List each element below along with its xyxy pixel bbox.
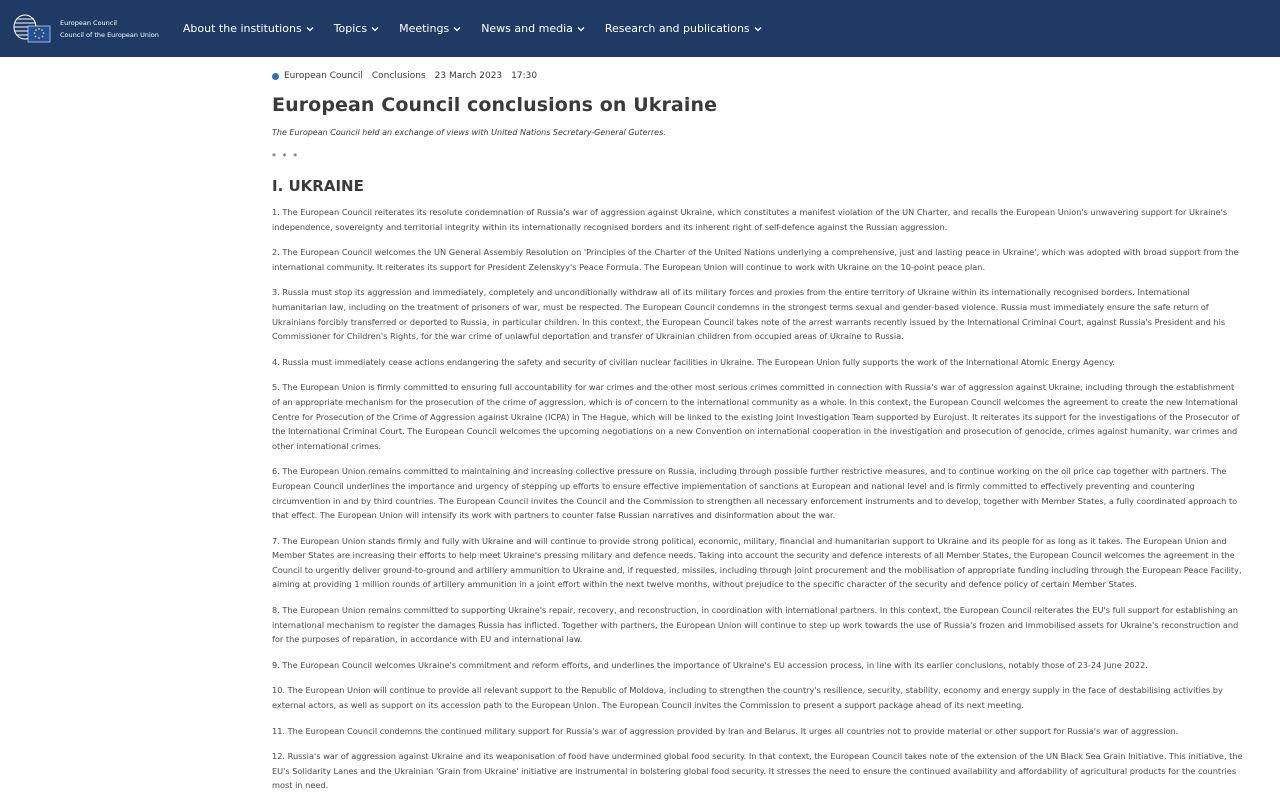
nav-item-news-media[interactable] — [481, 22, 585, 35]
separator-stars: * * * — [272, 152, 300, 161]
nav-item-label: About the institutions — [182, 22, 302, 35]
nav-item-label: Research and publications — [604, 22, 750, 35]
chevron-down-icon — [577, 25, 585, 33]
paragraph-6: 6. The European Union remains committed to maintaining and increasing collective pressure on Russia, including through possible further restrictive measures, and to continue working on the oil price cap together with partners. The European Council underlines the importance and urgency of stepping up efforts to ensure effective implementation of sanctions at European and national level and is firmly committed to effectively preventing and countering circumvention in and by third countries. The European Council invites the Council and the Commission to strengthen all necessary enforcement instruments and to develop, together with Member States, a fully coordinated approach to that effect. The European Union will intensify its work with partners to counter false Russian narratives and disinformation about the war. — [272, 466, 1238, 521]
page-title: European Council conclusions on Ukraine — [272, 94, 718, 116]
nav-item-about-institutions[interactable] — [183, 22, 314, 35]
chevron-down-icon — [306, 25, 314, 33]
chevron-down-icon — [453, 25, 461, 33]
nav-item-label: News and media — [481, 22, 573, 35]
institution-dot-icon — [272, 73, 279, 80]
nav-item-topics[interactable] — [334, 22, 379, 35]
logo-line-1: European Council — [60, 18, 117, 27]
paragraph-5: 5. The European Union is firmly committed to ensuring full accountability for war crimes and the other most serious crimes committed in connection with Russia's war of aggression against Ukraine, including through the establishment of an appropriate mechanism for the prosecution of the crime of aggression, which is of concern to the international community as a whole. In this context, the European Council welcomes the agreement to create the new International Centre for Prosecution of the Crime of Aggression against Ukraine (ICPA) in The Hague, which will be linked to the existing Joint Investigation Team supported by Eurojust. It reiterates its support for the investigations of the Prosecutor of the International Criminal Court. The European Council welcomes the upcoming negotiations on a new Convention on international cooperation in the investigation and prosecution of genocide, crimes against humanity, war crimes and other international crimes. — [272, 382, 1240, 451]
page-subtitle: The European Council held an exchange of views with United Nations Secretary-General Guterres. — [272, 128, 666, 137]
chevron-down-icon — [371, 25, 379, 33]
logo-line-2: Council of the European Union — [60, 30, 159, 39]
logo-emblem-icon — [12, 13, 52, 45]
paragraph-4: 4. Russia must immediately cease actions endangering the safety and security of civilian nuclear facilities in Ukraine. The European Union fully supports the work of the International Atomic Energy Agency. — [272, 356, 1115, 367]
meta-institution[interactable]: European Council — [284, 71, 363, 81]
meta-time: 17:30 — [511, 71, 538, 81]
paragraph-10: 10. The European Union will continue to provide all relevant support to the Republic of Moldova, including to strengthen the country's resilience, security, stability, economy and energy supply in the face of destabilising activities by external actors, as well as support on its accession path to the European Union. The European Council invites the Commission to present a support package ahead of its next meeting. — [272, 685, 1223, 711]
nav-item-label: Topics — [333, 22, 368, 35]
paragraph-2: 2. The European Council welcomes the UN General Assembly Resolution on 'Principles of the Charter of the United Nations underlying a comprehensive, just and lasting peace in Ukraine', which was adopted with broad support from the international community. It reiterates its support for President Zelenskyy's Peace Formula. The European Union will continue to work with Ukraine on the 10-point peace plan. — [272, 247, 1239, 272]
meta-date: 23 March 2023 — [434, 71, 503, 81]
nav-item-research-publications[interactable] — [605, 22, 762, 35]
article-content — [272, 57, 1244, 804]
paragraph-3: 3. Russia must stop its aggression and immediately, completely and unconditionally withdraw all of its military forces and proxies from the entire territory of Ukraine within its internationally recognised borders. International humanitarian law, including on the treatment of prisoners of war, must be respected. The European Council condemns in the strongest terms sexual and gender-based violence. Russia must immediately ensure the safe return of Ukrainians forcibly transferred or deported to Russia, in particular children. In this context, the European Council takes note of the arrest warrants recently issued by the International Criminal Court, against Russia's President and his Commissioner for Children's Rights, for the war crime of unlawful deportation and transfer of Ukrainian children from occupied areas of Ukraine to Russia. — [272, 287, 1226, 342]
paragraph-7: 7. The European Union stands firmly and fully with Ukraine and will continue to provide strong political, economic, military, financial and humanitarian support to Ukraine and its people for as long as it takes. The European Union and Member States are increasing their efforts to help meet Ukraine's pressing military and defence needs. Taking into account the security and defence interests of all Member States, the European Council welcomes the agreement in the Council to urgently deliver ground-to-ground and artillery ammunition to Ukraine and, if requested, missiles, including through joint procurement and the mobilisation of appropriate funding including through the European Peace Facility, aiming at providing 1 million rounds of artillery ammunition in a joint effort within the next twelve months, without prejudice to the specific character of the security and defence policy of certain Member States. — [272, 535, 1242, 590]
nav-item-label: Meetings — [399, 22, 450, 35]
paragraph-list — [272, 205, 1244, 793]
chevron-down-icon — [754, 25, 762, 33]
paragraph-9: 9. The European Council welcomes Ukraine's commitment and reform efforts, and underlines the importance of Ukraine's EU accession process, in line with its earlier conclusions, notably those of 23-24 June 2022. — [272, 659, 1148, 670]
paragraph-8: 8. The European Union remains committed to supporting Ukraine's repair, recovery, and reconstruction, in coordination with international partners. In this context, the European Council reiterates the EU's full support for establishing an international mechanism to register the damages Russia has inflicted. Together with partners, the European Union will continue to step up work towards the use of Russia's frozen and immobilised assets for Ukraine's reconstruction and for the purposes of reparation, in accordance with EU and international law. — [272, 605, 1239, 645]
top-navigation-bar — [0, 0, 1280, 57]
article-meta — [272, 70, 1244, 82]
main-menu — [183, 22, 782, 35]
meta-type[interactable]: Conclusions — [371, 71, 426, 81]
paragraph-11: 11. The European Council condemns the continued military support for Russia's war of aggression provided by Iran and Belarus. It urges all countries not to provide material or other support for Russia's war of aggression. — [272, 725, 1179, 736]
site-logo[interactable] — [12, 13, 159, 45]
section-heading: I. UKRAINE — [272, 177, 364, 195]
paragraph-12: 12. Russia's war of aggression against Ukraine and its weaponisation of food have undermined global food security. In that context, the European Council takes note of the extension of the UN Black Sea Grain Initiative. This initiative, the EU's Solidarity Lanes and the Ukrainian 'Grain from Ukraine' initiative are instrumental in bolstering global food security. It stresses the need to ensure the continued availability and affordability of agricultural products for the countries most in need. — [272, 751, 1243, 791]
nav-item-meetings[interactable] — [399, 22, 461, 35]
paragraph-1: 1. The European Council reiterates its resolute condemnation of Russia's war of aggression against Ukraine, which constitutes a manifest violation of the UN Charter, and recalls the European Union's unwavering support for Ukraine's independence, sovereignty and territorial integrity within its internationally recognised borders and its inherent right of self-defence against the Russian aggression. — [272, 207, 1228, 232]
